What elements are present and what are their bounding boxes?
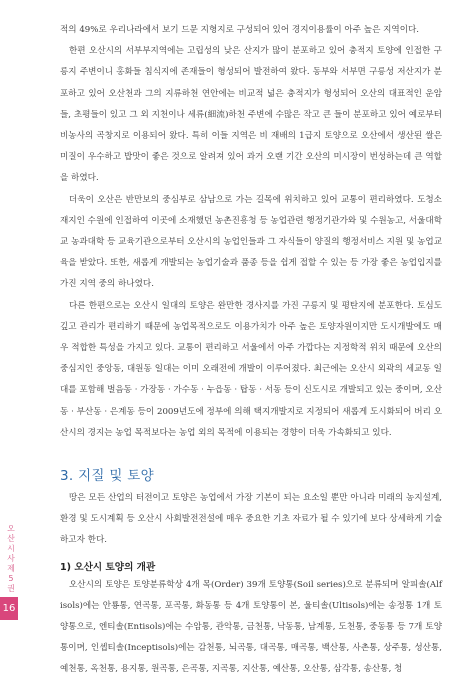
document-body — [60, 20, 442, 681]
side-book-label: 오 산 시 사 제 5 권 — [7, 524, 15, 593]
paragraph: 한편 오산시의 서부부지역에는 고립성의 낮은 산지가 많이 분포하고 있어 충적지 토양에 인접한 구릉지 주변이니 홍화들 침식지에 존재들이 형성되어 발전하여 왔다. 동부와 서부면 구릉성 저산지가 분포하고 있어 오산천과 그의 지류하천 연안에는 비교적 넓은 충적지가 형성되어 오산의 대표적인 운암들, 초평들이 있고 그 외 지천이나 세류(細流)하천 주변에 수많은 작고 큰 들이 분포하고 있어 예로부터 비농사의 곡창지로 이용되어 왔다. 특히 이들 지역은 비 재배의 1급지 토양으로 오산에서 생산된 쌀은 미질이 우수하고 밥맛이 좋은 것으로 알려져 있어 과거 오랜 기간 오산의 미시장이 번성하는데 큰 역할을 하였다. — [60, 46, 442, 184]
paragraph: 다른 한편으로는 오산시 일대의 토양은 완만한 경사지를 가진 구릉지 및 평탄지에 분포한다. 토심도 깊고 관리가 편리하기 때문에 농업목적으로도 이용가치가 아주 높은 토양자원이지만 도시개발에도 매우 적합한 특성을 가지고 있다. 교통이 편리하고 서울에서 아주 가깝다는 지정학적 위치 때문에 오산의 중심지인 중앙동, 대원동 일대는 이미 오래전에 개발이 이루어졌다. 최근에는 오산시 외곽의 세교동 일대를 포함해 벌음동 · 가장동 · 가수동 · 누읍동 · 탑동 · 서동 등이 신도시로 개발되고 있는 중이며, 오산동 · 부산동 · 은계동 등이 2009년도에 정부에 의해 택지개발지로 지정되어 새롭게 도시화되어 버리 오산시의 경지는 농업 목적보다는 농업 외의 목적에 이용되는 경향이 더욱 가속화되고 있다. — [60, 300, 442, 438]
page-number: 16 — [0, 597, 18, 620]
paragraph: 적의 49%로 우리나라에서 보기 드문 지형지로 구성되어 있어 경지이용률이 아주 높은 지역이다. — [60, 25, 420, 35]
section-title: 3. 지질 및 토양 — [60, 468, 154, 485]
section-paragraph: 땅은 모든 산업의 터전이고 토양은 농업에서 가장 기본이 되는 요소일 뿐만 아니라 미래의 농지설계, 환경 및 도시계획 등 오산시 사회발전전설에 매우 중요한 기초 자료가 될 수 있기에 보다 상세하게 기술하고자 한다. — [60, 493, 442, 546]
paragraph: 더욱이 오산은 반만보의 중심부로 삼남으로 가는 길목에 위치하고 있어 교통이 편리하였다. 도청소재지인 수원에 인접하여 이곳에 소재했던 농촌진흥청 등 농업관련 행정기관가와 및 수원농고, 서울대학교 농과대학 등 교육기관으로부터 오산시의 농업인들과 그 자식들이 양질의 행정서비스 지원 및 농업교육을 받았다. 또한, 새롭게 개발되는 농업기술과 품종 등을 쉽게 접할 수 있는 등 가장 좋은 농업입지를 가진 지역 중의 하나였다. — [60, 194, 442, 290]
subsection-paragraph: 오산시의 토양은 토양분류학상 4개 목(Order) 39개 토양통(Soil series)으로 분류되며 알피솔(Alfisols)에는 안룡통, 연곡통, 포곡통, 화동통 등 4개 토양통이 본, 울티솔(Ultisols)에는 송정통 1개 토양통으로, 엔티솔(Entisols)에는 수암통, 관악통, 금천통, 낙동통, 남계통, 도천통, 중동통 등 7개 토양통이며, 인셉티솔(Inceptisols)에는 감천통, 뇌곡통, 대곡통, 매곡통, 백산통, 사촌통, 상주통, 성산통, 예천통, 옥천통, 용지통, 원곡통, 은곡통, 지곡통, 지산통, 예산통, 오산통, 삼각통, 송산통, 청 — [60, 579, 442, 675]
subheading: 1) 오산시 토양의 개관 — [60, 561, 156, 573]
